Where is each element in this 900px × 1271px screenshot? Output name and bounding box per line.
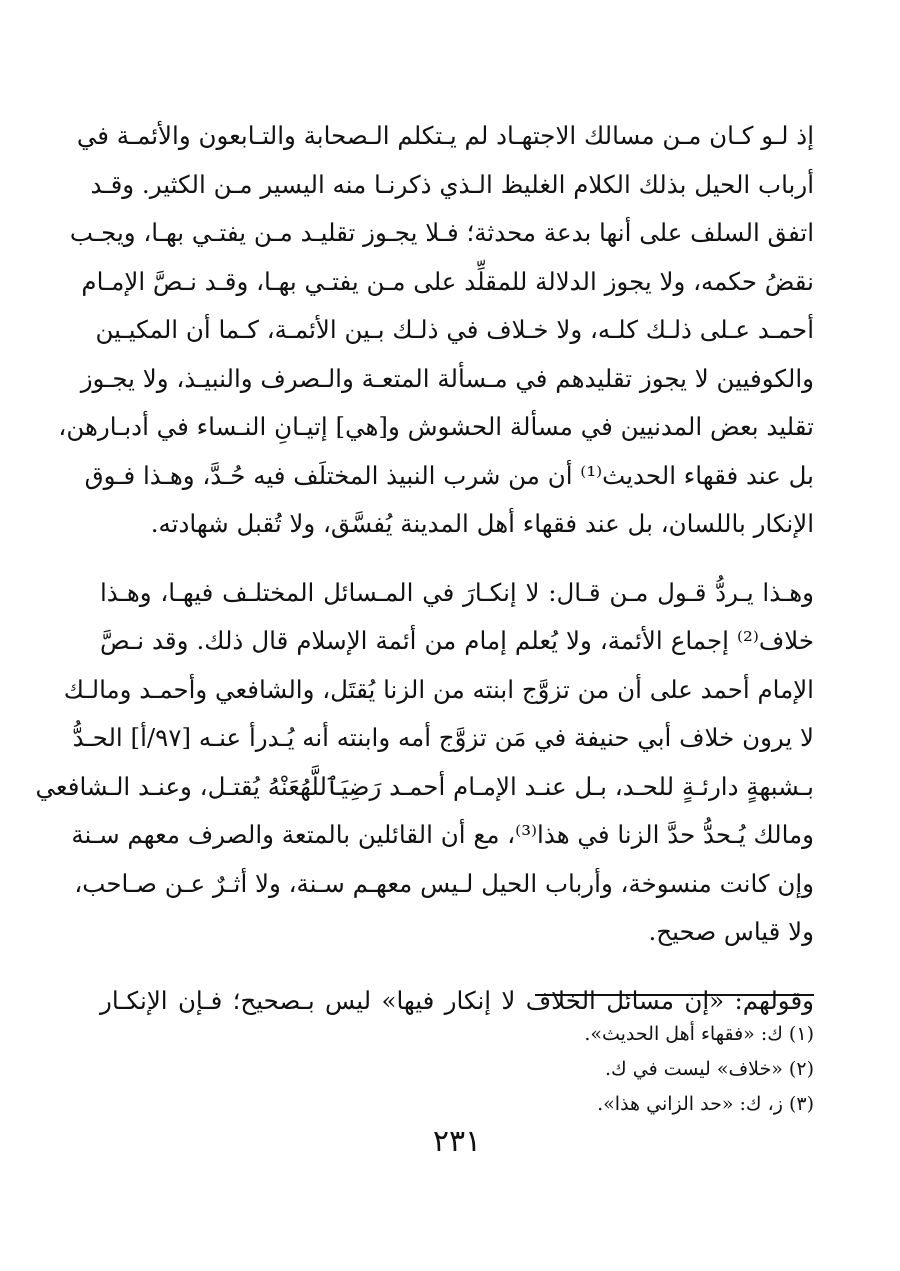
text-line: ولا قياس صحيح. (648, 917, 814, 946)
text-line: بـشبهةٍ دارئـةٍ للحـد، بـل عنـد الإمـام أحمـد رَضِيَٱللَّهُعَنْهُ يُقتـل، وعنـد الـشافعي (35, 771, 814, 801)
footnote-1: (١) ك: «فقهاء أهل الحديث». (584, 1023, 814, 1045)
footnote-separator (535, 994, 814, 996)
paragraph-gap (100, 957, 814, 977)
footnote-2: (٢) «خلاف» ليست في ك. (605, 1058, 814, 1080)
text-line: الإنكار باللسان، بل عند فقهاء أهل المدينة يُفسَّق، ولا تُقبل شهادته. (150, 509, 814, 538)
page-number: ٢٣١ (432, 1124, 482, 1159)
text-line: وهـذا يـردُّ قـول مـن قـال: لا إنكـارَ في المـسائل المختلـف فيهـا، وهـذا (100, 577, 814, 607)
text-line: والكوفيين لا يجوز تقليدهم في مـسألة المتعـة والـصرف والنبيـذ، ولا يجـوز (80, 363, 814, 393)
text-line: ومالك يُـحدُّ حدَّ الزنا في هذا⁽³⁾، مع أن القائلين بالمتعة والصرف معهم سـنة (71, 820, 814, 849)
text-line: الإمام أحمد على أن من تزوَّج ابنته من الزنا يُقتَل، والشافعي وأحمـد ومالـك (63, 674, 814, 704)
paragraph-gap (100, 549, 814, 569)
text-line: أحمـد عـلى ذلـك كلـه، ولا خـلاف في ذلـك بـين الأئمـة، كـما أن المكيـين (95, 315, 814, 344)
text-line: لا يرون خلاف أبي حنيفة في مَن تزوَّج أمه وابنته أنه يُـدرأ عنـه [٩٧/أ] الحـدُّ (72, 723, 814, 752)
footnote-3: (٣) ز، ك: «حد الزاني هذا». (597, 1093, 814, 1115)
text-line: تقليد بعض المدنيين في مسألة الحشوش و[هي] إتيـانِ النـساء في أدبـارهن، (58, 412, 814, 441)
text-line: إذ لـو كـان مـن مسالك الاجتهـاد لم يـتكلم الـصحابة والتـابعون والأئمـة في (76, 121, 814, 150)
text-line: اتفق السلف على أنها بدعة محدثة؛ فـلا يجـوز تقليـد مـن يفتـي بهـا، ويجـب (69, 218, 814, 247)
text-line: بل عند فقهاء الحديث⁽¹⁾ أن من شرب النبيذ المختلَف فيه حُـدَّ، وهـذا فـوق (84, 460, 814, 490)
main-text (35, 112, 814, 1025)
text-line: نقضُ حكمه، ولا يجوز الدلالة للمقلِّد على مـن يفتـي بهـا، وقـد نـصَّ الإمـام (81, 266, 814, 296)
book-page (35, 112, 814, 1192)
text-line: وقولهم: «إن مسائل الخلاف لا إنكار فيها» ليس بـصحيح؛ فـإن الإنكـار (100, 985, 814, 1015)
text-line: أرباب الحيل بذلك الكلام الغليظ الـذي ذكرنـا منه اليسير مـن الكثير. وقـد (90, 169, 814, 199)
text-line: خلاف⁽²⁾ إجماع الأئمة، ولا يُعلم إمام من أئمة الإسلام قال ذلك. وقد نـصَّ (100, 626, 814, 655)
paragraph (58, 112, 814, 549)
paragraph (35, 569, 814, 957)
footnotes (100, 1017, 814, 1122)
text-line: وإن كانت منسوخة، وأرباب الحيل لـيس معهـم سـنة، ولا أثـرٌ عـن صـاحب، (74, 868, 814, 898)
